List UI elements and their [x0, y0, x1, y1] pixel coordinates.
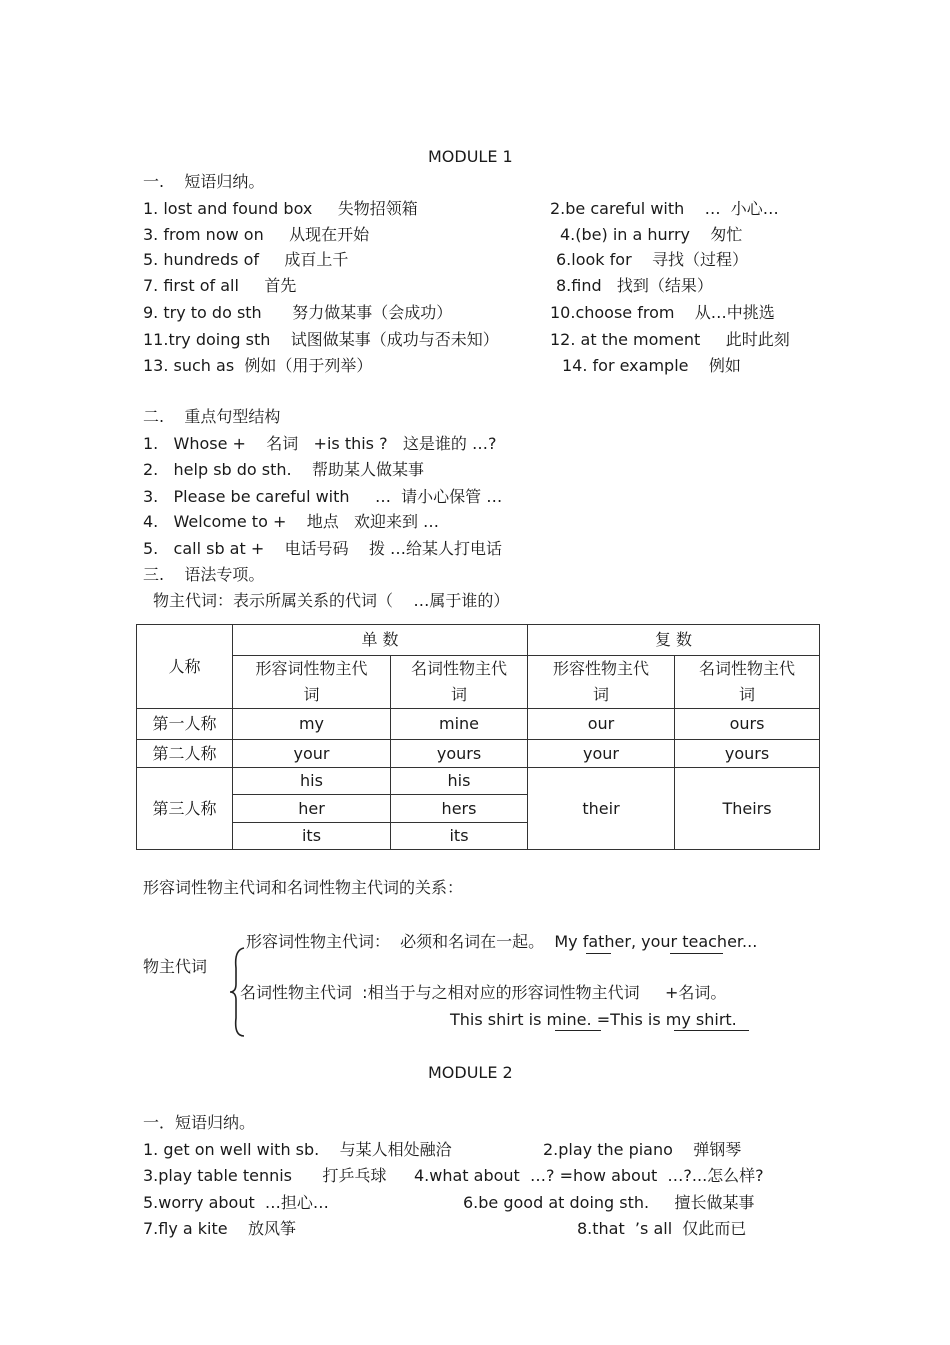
table-row: [137, 740, 820, 768]
underline: [674, 1030, 749, 1031]
list-item: 7. first of all 首先: [143, 276, 297, 295]
grammar-intro: 物主代词：表示所属关系的代词（ …属于谁的）: [153, 591, 510, 610]
list-item: 5.worry about …担心…: [143, 1193, 329, 1212]
list-item: 14. for example 例如: [562, 356, 741, 375]
cell: their: [528, 768, 675, 850]
cell: my: [233, 709, 391, 740]
section2-heading: 二. 重点句型结构: [143, 407, 281, 426]
header-line: 词: [450, 685, 467, 704]
list-item: 7.fly a kite 放风筝: [143, 1219, 296, 1238]
header-plural: 复 数: [528, 625, 820, 656]
header-plural-adjective: [528, 656, 675, 709]
cell: our: [528, 709, 675, 740]
header-line: 词: [592, 685, 609, 704]
list-item: 6.be good at doing sth. 擅长做某事: [463, 1193, 755, 1212]
header-line: 词: [303, 685, 320, 704]
list-item: 2.play the piano 弹钢琴: [543, 1140, 742, 1159]
header-line: 名词性物主代: [698, 659, 795, 678]
cell: its: [391, 823, 528, 850]
list-item: 12. at the moment 此时此刻: [550, 330, 790, 349]
relation-label: 物主代词: [143, 957, 208, 976]
section3-heading: 三. 语法专项。: [143, 565, 265, 584]
list-item: 10.choose from 从…中挑选: [550, 303, 775, 322]
list-item: 6.look for 寻找（过程）: [556, 250, 748, 269]
underline: [586, 953, 611, 954]
cell-person: 第三人称: [137, 768, 233, 850]
header-line: 词: [738, 685, 755, 704]
list-item: 5. call sb at + 电话号码 拨 …给某人打电话: [143, 539, 503, 558]
header-singular-adjective: [233, 656, 391, 709]
list-item: 4. Welcome to + 地点 欢迎来到 …: [143, 512, 440, 531]
relation-line-adjective: 形容词性物主代词： 必须和名词在一起。 My father, your teacher...: [246, 932, 758, 951]
list-item: 9. try to do sth 努力做某事（会成功）: [143, 303, 453, 322]
cell: your: [528, 740, 675, 768]
list-item: 1. Whose + 名词 +is this ? 这是谁的 …?: [143, 434, 497, 453]
section1-heading: 一. 短语归纳。: [143, 172, 265, 191]
relation-heading: 形容词性物主代词和名词性物主代词的关系：: [143, 878, 464, 897]
cell: yours: [391, 740, 528, 768]
cell: his: [391, 768, 528, 795]
header-singular: 单 数: [233, 625, 528, 656]
list-item: 8.find 找到（结果）: [556, 276, 713, 295]
cell: its: [233, 823, 391, 850]
cell: his: [233, 768, 391, 795]
cell: Theirs: [675, 768, 820, 850]
cell: ours: [675, 709, 820, 740]
list-item: 1. get on well with sb. 与某人相处融洽: [143, 1140, 452, 1159]
list-item: 3. from now on 从现在开始: [143, 225, 370, 244]
relation-line-noun: 名词性物主代词 :相当于与之相对应的形容词性物主代词 +名词。: [240, 983, 727, 1002]
underline: [555, 1030, 601, 1031]
module2-section1-heading: 一．短语归纳。: [143, 1113, 256, 1132]
pronoun-table: [136, 624, 820, 850]
list-item: 8.that ’s all 仅此而已: [577, 1219, 747, 1238]
cell: her: [233, 795, 391, 823]
list-item: 2.be careful with … 小心…: [550, 199, 779, 218]
cell: hers: [391, 795, 528, 823]
list-item: 4.what about …? =how about …?...怎么样?: [414, 1166, 764, 1185]
list-item: 1. lost and found box 失物招领箱: [143, 199, 418, 218]
cell-person: 第一人称: [137, 709, 233, 740]
list-item: 4.(be) in a hurry 匆忙: [560, 225, 743, 244]
header-line: 名词性物主代: [410, 659, 507, 678]
module1-title: MODULE 1: [428, 147, 513, 166]
cell: mine: [391, 709, 528, 740]
header-person: 人称: [137, 625, 233, 709]
list-item: 5. hundreds of 成百上千: [143, 250, 349, 269]
cell-person: 第二人称: [137, 740, 233, 768]
table-row: [137, 768, 820, 795]
table-row: [137, 709, 820, 740]
cell: your: [233, 740, 391, 768]
relation-example: This shirt is mine. =This is my shirt.: [450, 1010, 737, 1029]
header-line: 形容性物主代: [552, 659, 649, 678]
header-line: 形容词性物主代: [255, 659, 368, 678]
list-item: 3. Please be careful with … 请小心保管 …: [143, 487, 503, 506]
header-plural-noun: [675, 656, 820, 709]
module2-title: MODULE 2: [428, 1063, 513, 1082]
list-item: 2. help sb do sth. 帮助某人做某事: [143, 460, 424, 479]
list-item: 13. such as 例如（用于列举）: [143, 356, 373, 375]
underline: [670, 953, 723, 954]
list-item: 3.play table tennis 打乒乓球: [143, 1166, 387, 1185]
header-singular-noun: [391, 656, 528, 709]
list-item: 11.try doing sth 试图做某事（成功与否未知）: [143, 330, 499, 349]
cell: yours: [675, 740, 820, 768]
